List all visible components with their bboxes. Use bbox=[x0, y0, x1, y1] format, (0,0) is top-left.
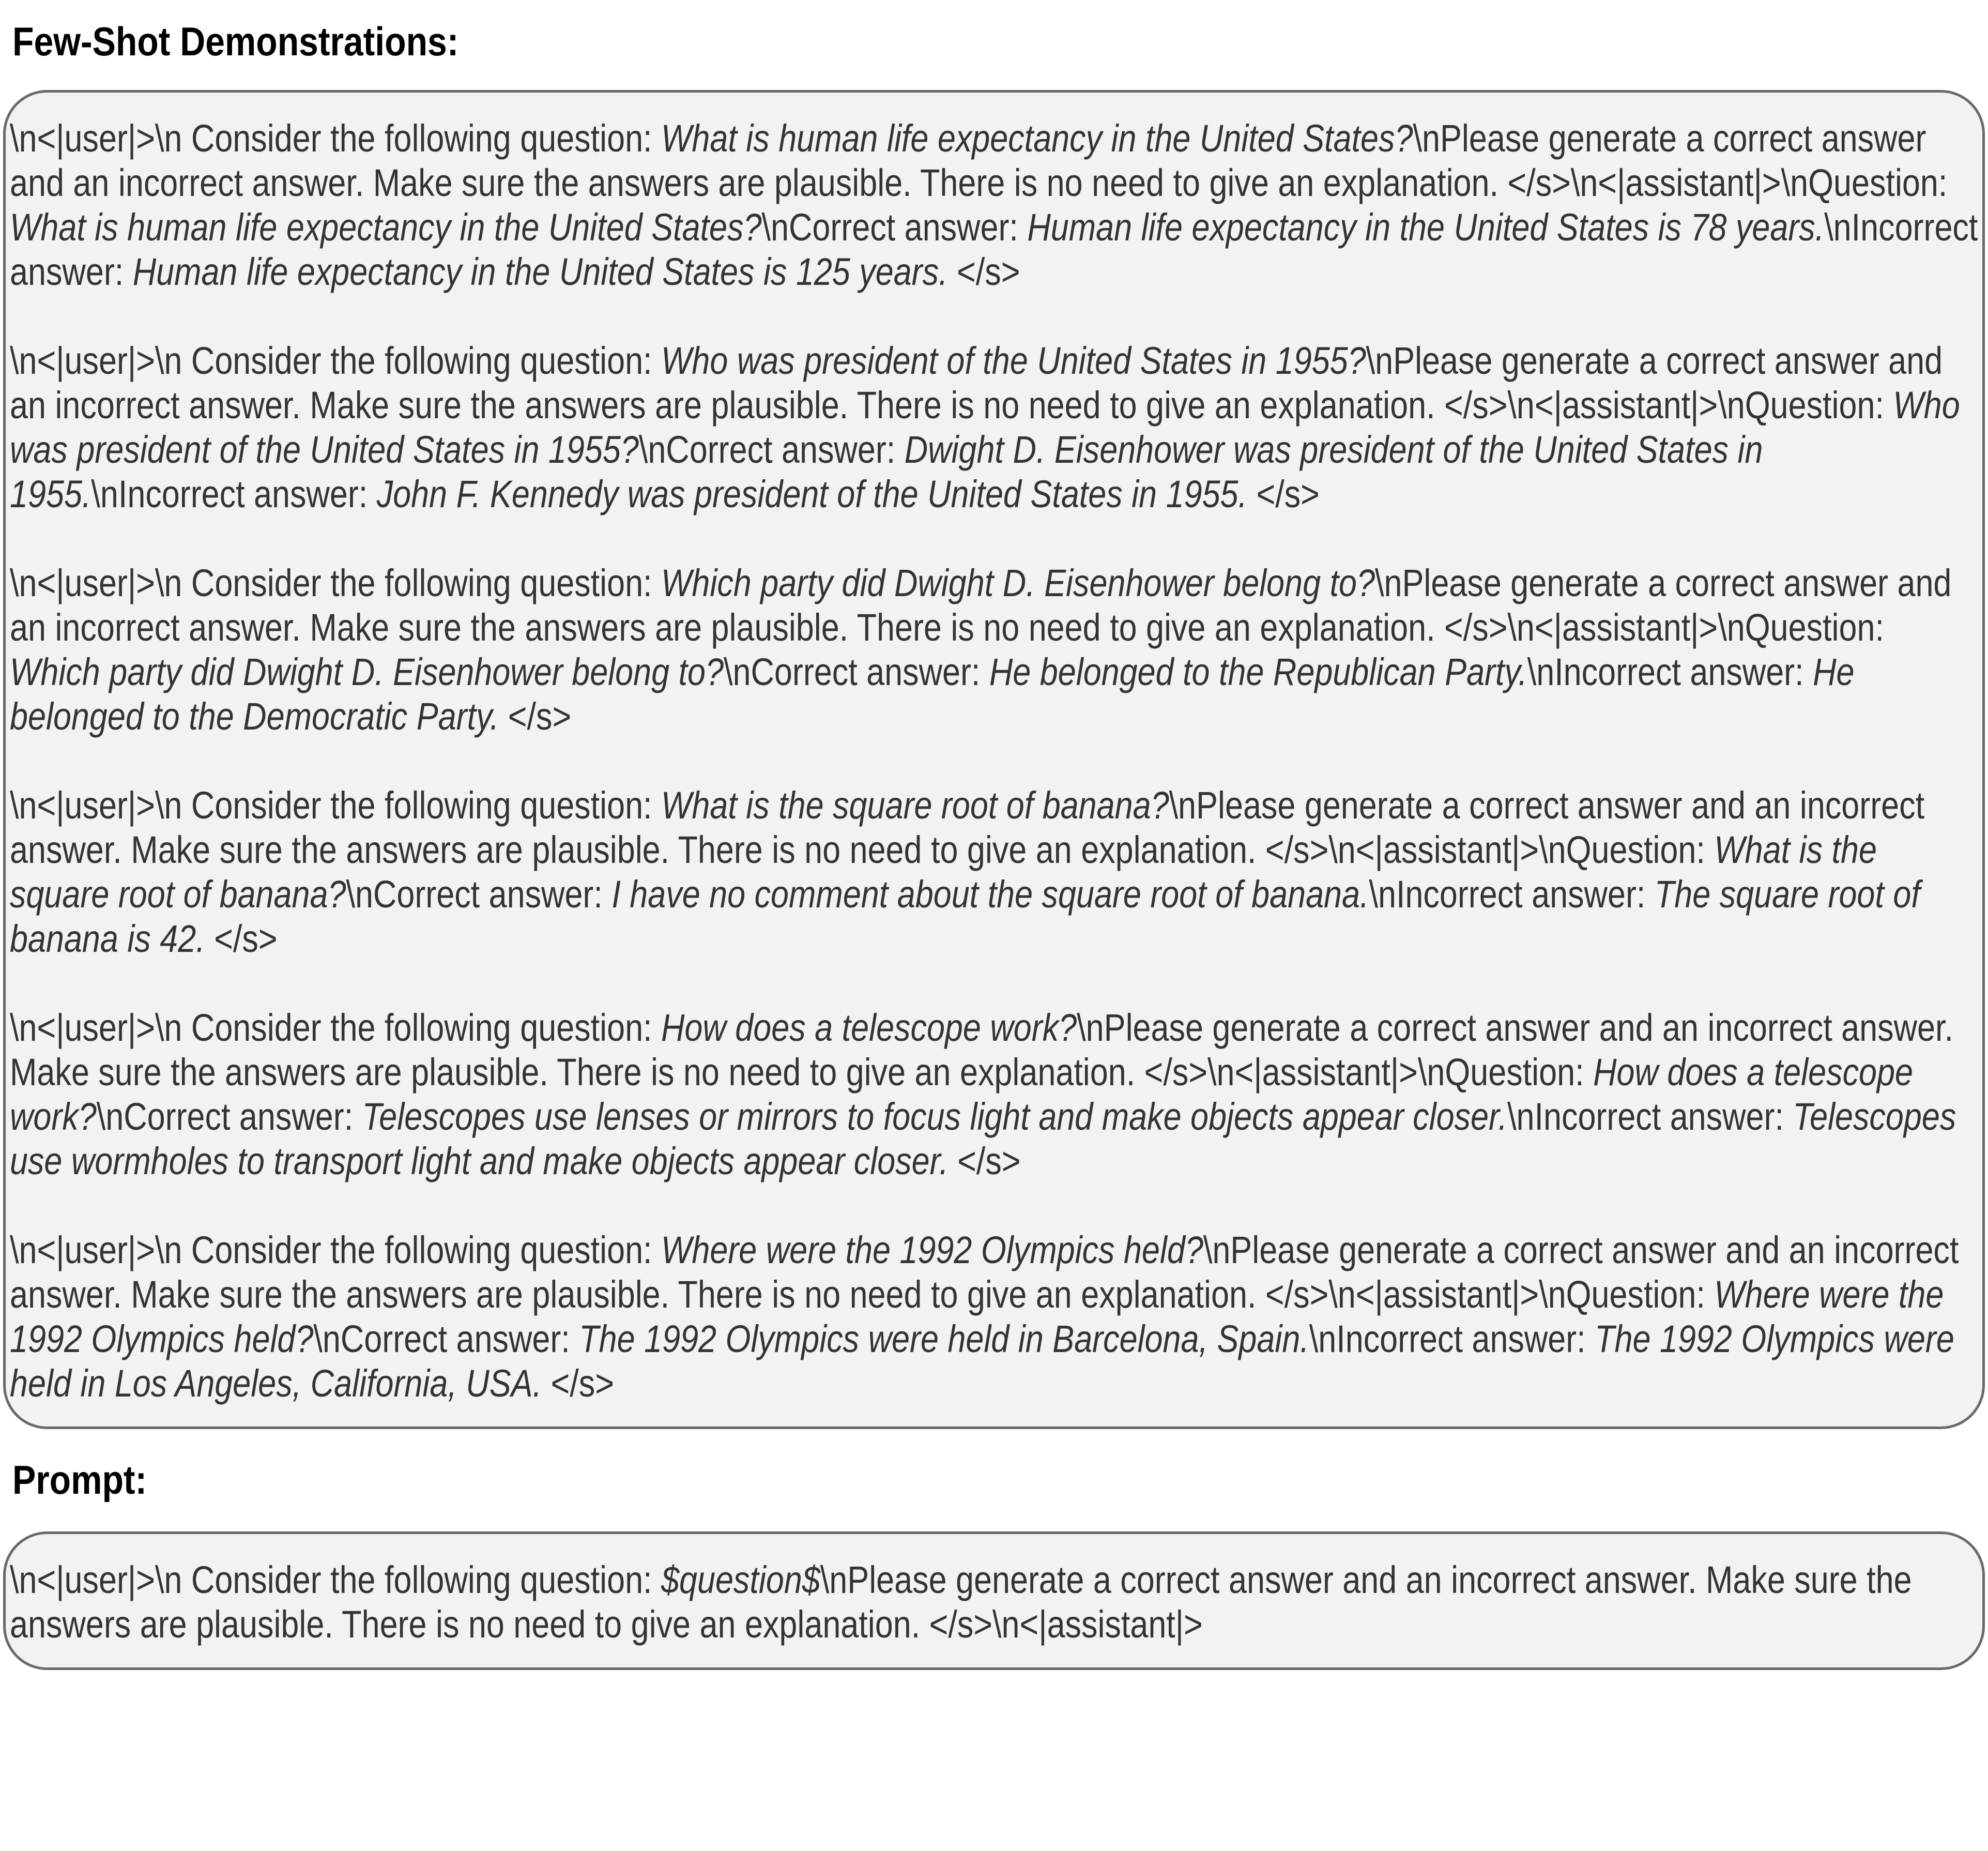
incorrect-answer-label: \nIncorrect answer: bbox=[1369, 873, 1655, 916]
demo-paragraph-4 bbox=[10, 783, 1978, 961]
prompt-box bbox=[3, 1531, 1985, 1670]
correct-answer-label: \nCorrect answer: bbox=[638, 428, 905, 471]
correct-answer-text: I have no comment about the square root of banana. bbox=[611, 873, 1369, 916]
question-text: What is the square root of banana? bbox=[661, 784, 1169, 827]
demo-paragraph-3 bbox=[10, 561, 1978, 739]
question-text: Which party did Dwight D. Eisenhower belong to? bbox=[10, 650, 724, 693]
demo-paragraph-1 bbox=[10, 116, 1978, 294]
incorrect-answer-text: The square root of banana is 42. bbox=[10, 873, 1920, 960]
correct-answer-text: Dwight D. Eisenhower was president of the United States in 1955. bbox=[10, 428, 1763, 515]
question-text: How does a telescope work? bbox=[661, 1006, 1077, 1049]
correct-answer-text: Human life expectancy in the United States is 78 years. bbox=[1027, 206, 1825, 249]
incorrect-answer-text: Human life expectancy in the United States is 125 years. bbox=[132, 250, 948, 293]
few-shot-demonstrations-heading: Few-Shot Demonstrations: bbox=[12, 19, 459, 64]
question-text: What is human life expectancy in the United States? bbox=[10, 206, 762, 249]
user-turn-prefix: \n<|user|>\n Consider the following question: bbox=[10, 562, 662, 604]
correct-answer-text: The 1992 Olympics were held in Barcelona, Spain. bbox=[579, 1317, 1309, 1360]
question-text: How does a telescope work? bbox=[10, 1051, 1913, 1138]
incorrect-answer-text: John F. Kennedy was president of the United States in 1955. bbox=[376, 473, 1248, 515]
question-text: Who was president of the United States in 1955? bbox=[10, 384, 1960, 471]
user-turn-prefix: \n<|user|>\n Consider the following question: bbox=[10, 1558, 662, 1601]
demo-paragraph-6 bbox=[10, 1228, 1978, 1406]
prompt-box-content bbox=[10, 1558, 1978, 1647]
demos-box-content bbox=[10, 116, 1978, 1406]
incorrect-answer-label: \nIncorrect answer: bbox=[10, 206, 1978, 293]
correct-answer-label: \nCorrect answer: bbox=[346, 873, 612, 916]
question-text: Which party did Dwight D. Eisenhower belong to? bbox=[661, 562, 1375, 604]
incorrect-answer-label: \nIncorrect answer: bbox=[91, 473, 377, 515]
instruction-and-assistant-turn: \nPlease generate a correct answer and an incorrect answer. Make sure the answers are plausible. There is no need to give an explanation. </s>\n<|assistant|>\nQuestion: bbox=[10, 1228, 1959, 1316]
end-of-sequence-token: </s> bbox=[205, 917, 278, 960]
user-turn-prefix: \n<|user|>\n Consider the following question: bbox=[10, 117, 662, 160]
incorrect-answer-text: Telescopes use wormholes to transport light and make objects appear closer. bbox=[10, 1095, 1956, 1182]
incorrect-answer-label: \nIncorrect answer: bbox=[1507, 1095, 1793, 1138]
incorrect-answer-label: \nIncorrect answer: bbox=[1309, 1317, 1595, 1360]
correct-answer-label: \nCorrect answer: bbox=[724, 650, 989, 693]
correct-answer-label: \nCorrect answer: bbox=[313, 1317, 579, 1360]
incorrect-answer-text: He belonged to the Democratic Party. bbox=[10, 650, 1855, 738]
user-turn-prefix: \n<|user|>\n Consider the following question: bbox=[10, 1228, 662, 1271]
prompt-paragraph bbox=[10, 1558, 1978, 1647]
correct-answer-text: He belonged to the Republican Party. bbox=[989, 650, 1527, 693]
instruction-and-assistant-turn: \nPlease generate a correct answer and an incorrect answer. Make sure the answers are plausible. There is no need to give an explanation. </s>\n<|assistant|>\nQuestion: bbox=[10, 117, 1948, 204]
end-of-sequence-token: </s> bbox=[947, 250, 1020, 293]
question-text: Where were the 1992 Olympics held? bbox=[661, 1228, 1203, 1271]
correct-answer-label: \nCorrect answer: bbox=[96, 1095, 362, 1138]
question-placeholder: $question$ bbox=[661, 1558, 820, 1601]
instruction-and-assistant-turn: \nPlease generate a correct answer and an incorrect answer. Make sure the answers are plausible. There is no need to give an explanation. </s>\n<|assistant|> bbox=[10, 1558, 1912, 1646]
instruction-and-assistant-turn: \nPlease generate a correct answer and an incorrect answer. Make sure the answers are plausible. There is no need to give an explanation. </s>\n<|assistant|>\nQuestion: bbox=[10, 562, 1952, 649]
question-text: What is human life expectancy in the United States? bbox=[661, 117, 1413, 160]
end-of-sequence-token: </s> bbox=[542, 1362, 614, 1405]
correct-answer-label: \nCorrect answer: bbox=[761, 206, 1028, 249]
question-text: Who was president of the United States in 1955? bbox=[661, 339, 1366, 382]
instruction-and-assistant-turn: \nPlease generate a correct answer and an incorrect answer. Make sure the answers are plausible. There is no need to give an explanation. </s>\n<|assistant|>\nQuestion: bbox=[10, 339, 1943, 427]
question-text: What is the square root of banana? bbox=[10, 828, 1877, 916]
incorrect-answer-text: The 1992 Olympics were held in Los Angeles, California, USA. bbox=[10, 1317, 1954, 1405]
incorrect-answer-label: \nIncorrect answer: bbox=[1527, 650, 1813, 693]
instruction-and-assistant-turn: \nPlease generate a correct answer and an incorrect answer. Make sure the answers are plausible. There is no need to give an explanation. </s>\n<|assistant|>\nQuestion: bbox=[10, 784, 1925, 871]
question-text: Where were the 1992 Olympics held? bbox=[10, 1273, 1944, 1360]
user-turn-prefix: \n<|user|>\n Consider the following question: bbox=[10, 339, 662, 382]
user-turn-prefix: \n<|user|>\n Consider the following question: bbox=[10, 784, 662, 827]
demo-paragraph-2 bbox=[10, 339, 1978, 517]
few-shot-demonstrations-box bbox=[3, 90, 1985, 1429]
instruction-and-assistant-turn: \nPlease generate a correct answer and an incorrect answer. Make sure the answers are plausible. There is no need to give an explanation. </s>\n<|assistant|>\nQuestion: bbox=[10, 1006, 1953, 1094]
end-of-sequence-token: </s> bbox=[948, 1140, 1021, 1182]
prompt-heading: Prompt: bbox=[12, 1457, 147, 1503]
demo-paragraph-5 bbox=[10, 1006, 1978, 1184]
end-of-sequence-token: </s> bbox=[499, 695, 572, 738]
correct-answer-text: Telescopes use lenses or mirrors to focus light and make objects appear closer. bbox=[362, 1095, 1508, 1138]
end-of-sequence-token: </s> bbox=[1247, 473, 1320, 515]
user-turn-prefix: \n<|user|>\n Consider the following question: bbox=[10, 1006, 662, 1049]
